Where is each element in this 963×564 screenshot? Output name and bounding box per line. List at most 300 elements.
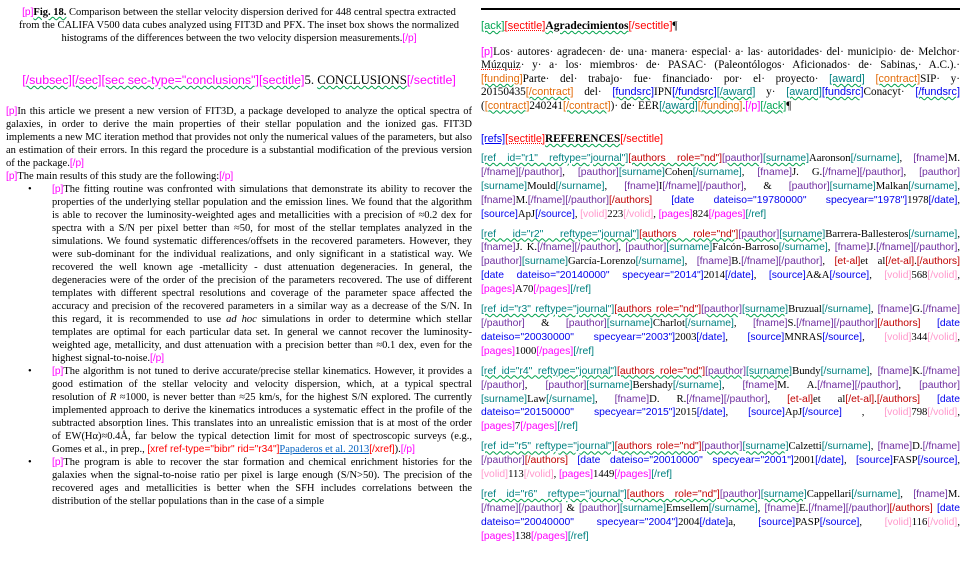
markup-tag: [/pauthor]	[565, 194, 609, 206]
text-run: ,	[869, 364, 878, 377]
text-run: D. R.	[649, 392, 687, 405]
markup-tag: [volid]	[884, 516, 912, 528]
text-run: ,	[595, 392, 615, 405]
bullet-marker: •	[28, 365, 32, 377]
markup-tag: [source]	[855, 455, 893, 467]
markup-tag: [fname]	[614, 393, 650, 405]
markup-tag: [fname]	[481, 242, 516, 254]
text-run: PASP	[795, 515, 820, 528]
bullet-paragraph-1	[52, 183, 472, 365]
markup-tag: [pauthor]	[565, 318, 607, 329]
markup-tag: [surname]	[742, 441, 789, 453]
markup-tag: [fname]	[764, 502, 800, 514]
markup-tag: [fname]	[696, 256, 732, 268]
markup-tag: [p]	[52, 365, 64, 377]
markup-tag: [pages]	[481, 345, 515, 357]
intro-paragraph	[6, 105, 472, 170]
markup-tag: [fname]	[757, 166, 792, 178]
text-run: 223	[607, 207, 624, 220]
text-run: 116	[911, 515, 928, 528]
text-run	[652, 194, 671, 206]
markup-tag: [pauthor]	[738, 228, 780, 240]
text-run: Malkan	[875, 179, 909, 192]
text-run: E.	[799, 501, 809, 514]
markup-tag: [date dateiso="20010000" specyear="2001"]	[577, 455, 794, 467]
text-run: B.	[731, 255, 742, 268]
text-run: 1000	[514, 344, 537, 357]
text-run: 1978	[907, 193, 929, 206]
markup-tag: [sectitle]	[504, 20, 546, 32]
markup-tag: [surname]	[481, 393, 528, 405]
text-run: 568	[911, 269, 928, 282]
text-run: ,	[733, 317, 753, 329]
text-run: ,	[841, 406, 885, 419]
markup-tag: [/sectitle]	[620, 133, 664, 146]
markup-tag: [/authors]	[524, 455, 568, 467]
markup-tag: [p]	[22, 7, 34, 18]
text-run: ,	[618, 241, 626, 254]
text-run: ,	[870, 303, 878, 316]
text-run: IPN	[654, 86, 673, 99]
reference-entry-r4	[481, 365, 960, 435]
markup-tag: [date dateiso="20040000" specyear="2004"]	[481, 502, 960, 528]
citation-link[interactable]: Papaderos et al. 2013	[279, 443, 370, 455]
column-top-border	[481, 8, 960, 10]
text-run: ,	[862, 330, 885, 343]
markup-tag: [/fundsrc]	[672, 86, 717, 99]
bullet-item-1	[6, 183, 472, 365]
markup-tag: [/volid]	[927, 331, 958, 343]
markup-tag: [date dateiso="20150000" specyear="2015"]	[481, 393, 960, 419]
markup-tag: [/contract]	[525, 86, 574, 99]
text-run: ,	[684, 255, 697, 268]
text-run: Múzquiz	[481, 59, 521, 72]
text-run: ,	[725, 406, 749, 419]
text-run: Law	[527, 392, 547, 405]
markup-tag: [/sectitle]	[628, 20, 673, 32]
markup-tag: [/source]	[819, 516, 860, 528]
markup-tag: [/ack]	[760, 99, 787, 112]
text-run: ,	[899, 152, 914, 165]
markup-tag: [authors role="nd"]	[626, 488, 720, 500]
text-run: ).	[394, 443, 401, 455]
text-run: et al	[813, 392, 846, 405]
reference-entry-r2	[481, 228, 960, 298]
markup-tag: [pages]	[559, 469, 593, 481]
markup-tag: [/ref]	[567, 530, 589, 542]
markup-tag: [/volid]	[927, 516, 958, 528]
text-run: J. G.	[791, 165, 823, 178]
markup-tag: [/p]	[400, 443, 415, 455]
results-bullet-list	[6, 183, 472, 508]
markup-tag: [/p]	[69, 157, 84, 169]
markup-tag: [/authors]	[876, 393, 921, 405]
markup-tag: [/authors]	[889, 502, 933, 514]
text-run: ,	[604, 179, 625, 192]
markup-tag: [ack]	[481, 20, 505, 32]
markup-tag: [/fname]	[876, 242, 914, 254]
text-run: ,	[524, 378, 546, 391]
text-run: ,	[822, 255, 835, 268]
markup-tag: [/volid]	[927, 270, 958, 282]
markup-tag: [ref id="r3" reftype="journal"]	[481, 304, 615, 316]
markup-tag: [pauthor]	[577, 166, 619, 178]
markup-tag: [fundsrc]	[821, 86, 864, 99]
text-run: ,	[957, 269, 960, 282]
markup-tag: [/date]	[928, 194, 958, 206]
text-run: A&A	[805, 269, 830, 282]
markup-tag: [/fname]	[922, 365, 961, 377]
markup-tag: [surname]	[760, 488, 807, 500]
markup-tag: [surname]	[666, 242, 713, 254]
text-run: Calzetti	[788, 440, 822, 453]
text-run: Aaronson	[809, 152, 851, 165]
text-run: 240241	[529, 99, 563, 112]
markup-tag: [/pauthor]	[859, 166, 904, 178]
reference-entry-r3	[481, 303, 960, 359]
text-run: 2004	[678, 515, 700, 528]
text-run: J. K.	[515, 241, 538, 254]
bullet-item-3	[6, 456, 472, 508]
bullet-item-2	[6, 365, 472, 456]
text-run: )· de· EER	[610, 99, 660, 112]
markup-tag: [/fname]	[686, 393, 724, 405]
text-run: ,	[957, 454, 961, 467]
text-run: The fitting routine was confronted with simulations that demonstrate its ability to recover the properties of the underlying stellar population and the emission lines. We found that the algorithm is able to recover the luminosity-weighted ages and metallicities with a precision of ≈0.2 dex for spectra with a S/N per pixel better than ≈50, for most of the stellar templates analyzed in the simulations. We found systematic differences/offsets in the recovered parameters. However, they were sub-dominant for the individual realizations, and only significant in a statistical way. We recovered the well known age -metallicity - dust attenuation degeneracies. In general, the degeneracies were of the order of the precision of the parameters recovered. The use of different templates with different spectral resolutions and coverage of the parameter space affected the accuracy and precision of the recovered parameters in a similar way as a decrease of the S/N. In this regard, it is recommended to use	[52, 183, 472, 325]
text-run: Bruzual	[788, 303, 822, 316]
markup-tag: [/sectitle]	[406, 73, 456, 87]
markup-tag: [volid]	[580, 208, 608, 220]
markup-tag: [/fname]	[527, 194, 566, 206]
acknowledgments-paragraph	[481, 46, 960, 113]
markup-tag: [source]	[747, 331, 785, 343]
markup-tag: [authors role="nd"]	[614, 304, 702, 316]
markup-tag: [/sec]	[71, 73, 102, 87]
markup-tag: [volid]	[884, 270, 912, 282]
markup-tag: [fname]	[913, 153, 948, 165]
text-run: The program is able to recover the star formation and chemical enrichment histories for the galaxies when the signal-to-noise ratio per pixel is large enough (S/N>50). The precision of the recovered ages and metallicities is better when the SFH includes correlations between the distribution of the stellar populations than in the case of a simple	[52, 456, 472, 507]
markup-tag: [/pauthor]	[723, 393, 768, 405]
markup-tag: [ref id="r2" reftype="journal"]	[481, 228, 640, 240]
markup-tag: [/fname]	[922, 304, 961, 316]
text-run: ApJ	[517, 207, 536, 220]
markup-tag: [/surname]	[908, 180, 958, 192]
markup-tag: [/source]	[535, 208, 575, 220]
markup-tag: [pauthor]	[788, 180, 830, 192]
text-run: M. A.	[777, 378, 818, 391]
text-run: ,	[753, 269, 769, 282]
markup-tag: [/surname]	[546, 393, 596, 405]
bullet-paragraph-2	[52, 365, 472, 456]
text-run: SIP· y· 20150435	[481, 72, 961, 99]
markup-tag: [/volid]	[623, 208, 654, 220]
markup-tag: [ref id="r5" reftype="journal"]	[481, 441, 615, 453]
markup-tag: [/surname]	[708, 502, 758, 514]
text-run: ApJ	[784, 406, 803, 419]
text-run: Bundy	[792, 364, 821, 377]
results-lead-paragraph	[6, 170, 472, 183]
markup-tag: [/xref]	[369, 443, 395, 455]
markup-tag: [authors role="nd"]	[639, 228, 739, 240]
markup-tag: [/ref]	[745, 208, 767, 220]
markup-tag: [et-al]	[834, 256, 861, 268]
text-run: 5.	[304, 73, 318, 87]
text-run: 2015	[675, 406, 697, 419]
markup-tag: [/award]	[659, 99, 698, 112]
text-run: 344	[911, 330, 928, 343]
text-run: ,	[900, 487, 914, 500]
text-run: ,	[957, 179, 960, 192]
markup-tag: [/pauthor]	[481, 455, 525, 467]
markup-tag: [/fname]	[662, 180, 700, 192]
markup-tag: [pauthor]	[919, 379, 961, 391]
markup-tag: [surname]	[829, 180, 876, 192]
text-run: R	[109, 391, 117, 403]
markup-tag: [p]	[481, 46, 494, 58]
markup-tag: [surname]	[762, 153, 809, 165]
markup-tag: [pauthor]	[701, 304, 742, 316]
text-run: 1449	[592, 468, 615, 481]
markup-tag: [/surname]	[851, 488, 901, 500]
markup-tag: [pauthor]	[625, 242, 667, 254]
markup-tag: [/date]	[724, 270, 754, 282]
markup-tag: [funding]	[481, 72, 523, 85]
markup-tag: [/source]	[829, 270, 870, 282]
markup-tag: [/date]	[696, 331, 726, 343]
text-run: .	[742, 99, 746, 112]
markup-tag: [/pauthor]	[518, 166, 563, 178]
text-run: (	[481, 99, 485, 112]
markup-tag: [/p]	[745, 99, 761, 112]
markup-tag: [sectitle]	[258, 73, 305, 87]
text-run: ,	[553, 468, 559, 481]
text-run: CONCLUSIONS	[317, 73, 407, 87]
text-run: ,	[741, 165, 758, 178]
text-run: Bershady	[632, 378, 673, 391]
text-run: ad hoc	[226, 313, 257, 325]
markup-tag: [/fname]	[822, 166, 860, 178]
bullet-paragraph-3	[52, 456, 472, 508]
markup-tag: [/fname]	[817, 379, 855, 391]
markup-tag: [contract]	[875, 72, 921, 85]
text-run: ,	[767, 392, 788, 405]
markup-tag: [/pauthor]	[481, 379, 525, 391]
markup-tag: [pauthor]	[545, 379, 587, 391]
text-run: 2014	[703, 269, 725, 282]
bullet-marker: •	[28, 456, 32, 468]
text-run: REFERENCES	[544, 133, 621, 146]
markup-tag: [/surname]	[820, 365, 870, 377]
markup-tag: [source]	[768, 270, 806, 282]
text-run: García-Lorenzo	[567, 255, 636, 268]
text-run: 824	[692, 207, 709, 220]
markup-tag: [surname]	[481, 180, 528, 192]
markup-tag: [/award]	[716, 86, 756, 99]
markup-tag: [ref id="r1" reftype="journal"]	[481, 153, 629, 165]
markup-tag: [source]	[481, 208, 518, 220]
text-run: In this article we present a new version of FIT3D, a package developed to analyze the optical spectra of galaxies, in order to derive the main properties of their stellar population and the ionized gas. FIT3D implements a new MC iteration method that provides not only the numerical values of the parameters, but also an estimation of their errors. In this regard the procedure is a substantial modification of the previous version of the package.	[6, 105, 472, 169]
text-run: ,	[957, 227, 960, 240]
markup-tag: [fundsrc]	[612, 86, 655, 99]
markup-tag: [/pauthor]	[845, 502, 890, 514]
markup-tag: [pauthor]	[701, 441, 743, 453]
markup-tag: [sec sec-type="conclusions"]	[101, 73, 259, 87]
markup-tag: [surname]	[779, 228, 826, 240]
markup-tag: [/ref]	[557, 421, 578, 433]
text-run: FASP	[892, 454, 918, 467]
markup-tag: [/fname]	[741, 256, 779, 268]
markup-tag: [/pauthor]	[833, 318, 878, 329]
text-run: ,	[574, 207, 581, 220]
markup-tag: [/surname]	[684, 318, 734, 329]
markup-tag: [authors role="nd"]	[614, 441, 702, 453]
text-run: ,	[827, 241, 835, 254]
markup-tag: [/subsec]	[22, 73, 72, 87]
markup-tag: [/ref]	[651, 469, 672, 481]
markup-tag: [p]	[52, 456, 64, 468]
markup-tag: [/surname]	[821, 304, 871, 316]
markup-tag: [fname]	[834, 242, 870, 254]
markup-tag: [/pauthor]	[481, 318, 525, 329]
markup-tag: [date dateiso="20140000" specyear="2014"]	[481, 270, 704, 282]
references-heading	[481, 132, 960, 146]
markup-tag: [p]	[6, 170, 18, 182]
text-run: ,	[898, 378, 920, 391]
markup-tag: [/fname]	[796, 318, 834, 329]
markup-tag: [xref ref-type="bibr" rid="r34"]	[147, 443, 280, 455]
text-run: Cohen	[664, 165, 693, 178]
markup-tag: [/contract]	[562, 99, 611, 112]
text-run: ,	[957, 515, 960, 528]
acknowledgments-heading	[481, 19, 960, 33]
markup-tag: [surname]	[742, 304, 789, 316]
markup-tag: [date dateiso="20030000" specyear="2003"]	[481, 318, 961, 343]
markup-tag: [/pauthor]	[574, 242, 619, 254]
left-column	[6, 4, 472, 508]
text-run	[921, 317, 937, 329]
text-run: ,	[721, 378, 743, 391]
markup-tag: [/fname]	[481, 502, 519, 514]
markup-tag: [source]	[748, 407, 785, 419]
markup-tag: [/surname]	[672, 379, 722, 391]
text-run: ,	[870, 440, 878, 453]
markup-tag: [/pauthor]	[778, 256, 823, 268]
text-run: Cappellari	[806, 487, 852, 500]
markup-tag: [surname]	[606, 318, 653, 329]
markup-tag: [/pauthor]	[699, 180, 744, 192]
text-run	[568, 454, 577, 466]
text-run: Conacyt·	[863, 86, 916, 99]
markup-tag: [/fundsrc]	[915, 86, 960, 99]
text-run: ,	[957, 330, 961, 343]
text-run: del·	[573, 86, 613, 99]
text-run: ,	[957, 241, 960, 254]
text-run: The main results of this study are the following:	[17, 170, 220, 182]
markup-tag: [ref id="r4" reftype="journal"]	[481, 365, 617, 377]
text-run: ,	[869, 269, 885, 282]
text-run: Los· autores· agradecen· de· una· manera· especial· a· las· autoridades· del· municipio· de· Melchor·	[493, 46, 960, 58]
markup-tag: [source]	[758, 516, 796, 528]
text-run: 798	[911, 406, 928, 419]
text-run: The algorithm is not tuned to derive accurate/precise stellar kinematics. However, it provides a good estimation of the stellar velocity and velocity dispersion, which, at a typical spectral resolution of	[52, 365, 472, 403]
text-run: Mould	[527, 179, 556, 192]
markup-tag: [/surname]	[908, 228, 958, 240]
text-run: MNRAS	[784, 330, 823, 343]
markup-tag: [/p]	[402, 33, 417, 44]
text-run: Parte· del· trabajo· fue· financiado· por· el· proyecto·	[522, 72, 830, 85]
markup-tag: [/et-al]	[885, 256, 915, 268]
markup-tag: [fname]	[752, 318, 788, 329]
markup-tag: [pages]	[481, 421, 515, 433]
markup-tag: [/date]	[699, 516, 729, 528]
markup-tag: [pauthor]	[578, 502, 620, 514]
text-run: D.	[912, 440, 923, 453]
text-run: ,	[562, 165, 578, 178]
markup-tag: [fname]	[877, 304, 913, 316]
markup-tag: [p]	[6, 105, 18, 117]
markup-tag: [/pages]	[533, 284, 571, 296]
markup-tag: [fname]	[742, 379, 778, 391]
markup-tag: [/source]	[822, 331, 863, 343]
markup-tag: [et-al]	[787, 393, 814, 405]
text-run: 2001	[793, 454, 816, 467]
text-run: ,	[653, 207, 659, 220]
markup-tag: [surname]	[521, 256, 568, 268]
markup-tag: [/p]	[150, 352, 165, 364]
markup-tag: [/fname]	[808, 502, 846, 514]
markup-tag: [surname]	[746, 365, 793, 377]
markup-tag: [pauthor]	[705, 365, 746, 377]
text-run: ,	[957, 193, 961, 206]
text-run: Falcón-Barroso	[712, 241, 779, 254]
markup-tag: [pauthor]	[719, 488, 761, 500]
text-run: ,	[725, 330, 748, 343]
markup-tag: [/pages]	[614, 469, 652, 481]
figure-caption	[16, 6, 462, 45]
markup-tag: [/fname]	[537, 242, 575, 254]
markup-tag: [award]	[786, 86, 822, 99]
markup-tag: [/et-al]	[845, 393, 875, 405]
text-run: J.	[869, 241, 877, 254]
markup-tag: [/p]	[219, 170, 234, 182]
text-run: Agradecimientos	[545, 20, 629, 32]
markup-tag: [sectitle]	[505, 133, 545, 146]
markup-tag: [/surname]	[778, 242, 828, 254]
markup-tag: [/pauthor]	[913, 242, 958, 254]
markup-tag: [p]	[52, 183, 64, 195]
markup-tag: [/surname]	[635, 256, 685, 268]
text-run: 7	[514, 420, 521, 433]
markup-tag: [/pages]	[536, 345, 574, 357]
text-run: · y· a· los· miembros· de· PASAC· (Paleontólogos· Aficionados· de· Sabinas,· A.C.).·	[520, 59, 960, 72]
text-run: 138	[514, 529, 532, 542]
text-run: ,	[843, 454, 856, 467]
markup-tag: [refs]	[481, 133, 506, 146]
markup-tag: [/surname]	[850, 153, 900, 165]
markup-tag: [pauthor]	[919, 166, 961, 178]
markup-tag: [volid]	[481, 469, 509, 481]
text-run: .	[874, 392, 877, 405]
text-run: , &	[743, 179, 789, 192]
text-run: ¶	[786, 99, 792, 112]
markup-tag: [/pauthor]	[518, 502, 563, 514]
markup-tag: [pauthor]	[722, 153, 763, 165]
markup-tag: [pages]	[481, 284, 515, 296]
markup-tag: [/pages]	[708, 208, 746, 220]
markup-tag: [ref id="r6" reftype="journal"]	[481, 488, 627, 500]
markup-tag: [/authors]	[877, 318, 921, 329]
text-run: M.	[515, 193, 528, 206]
